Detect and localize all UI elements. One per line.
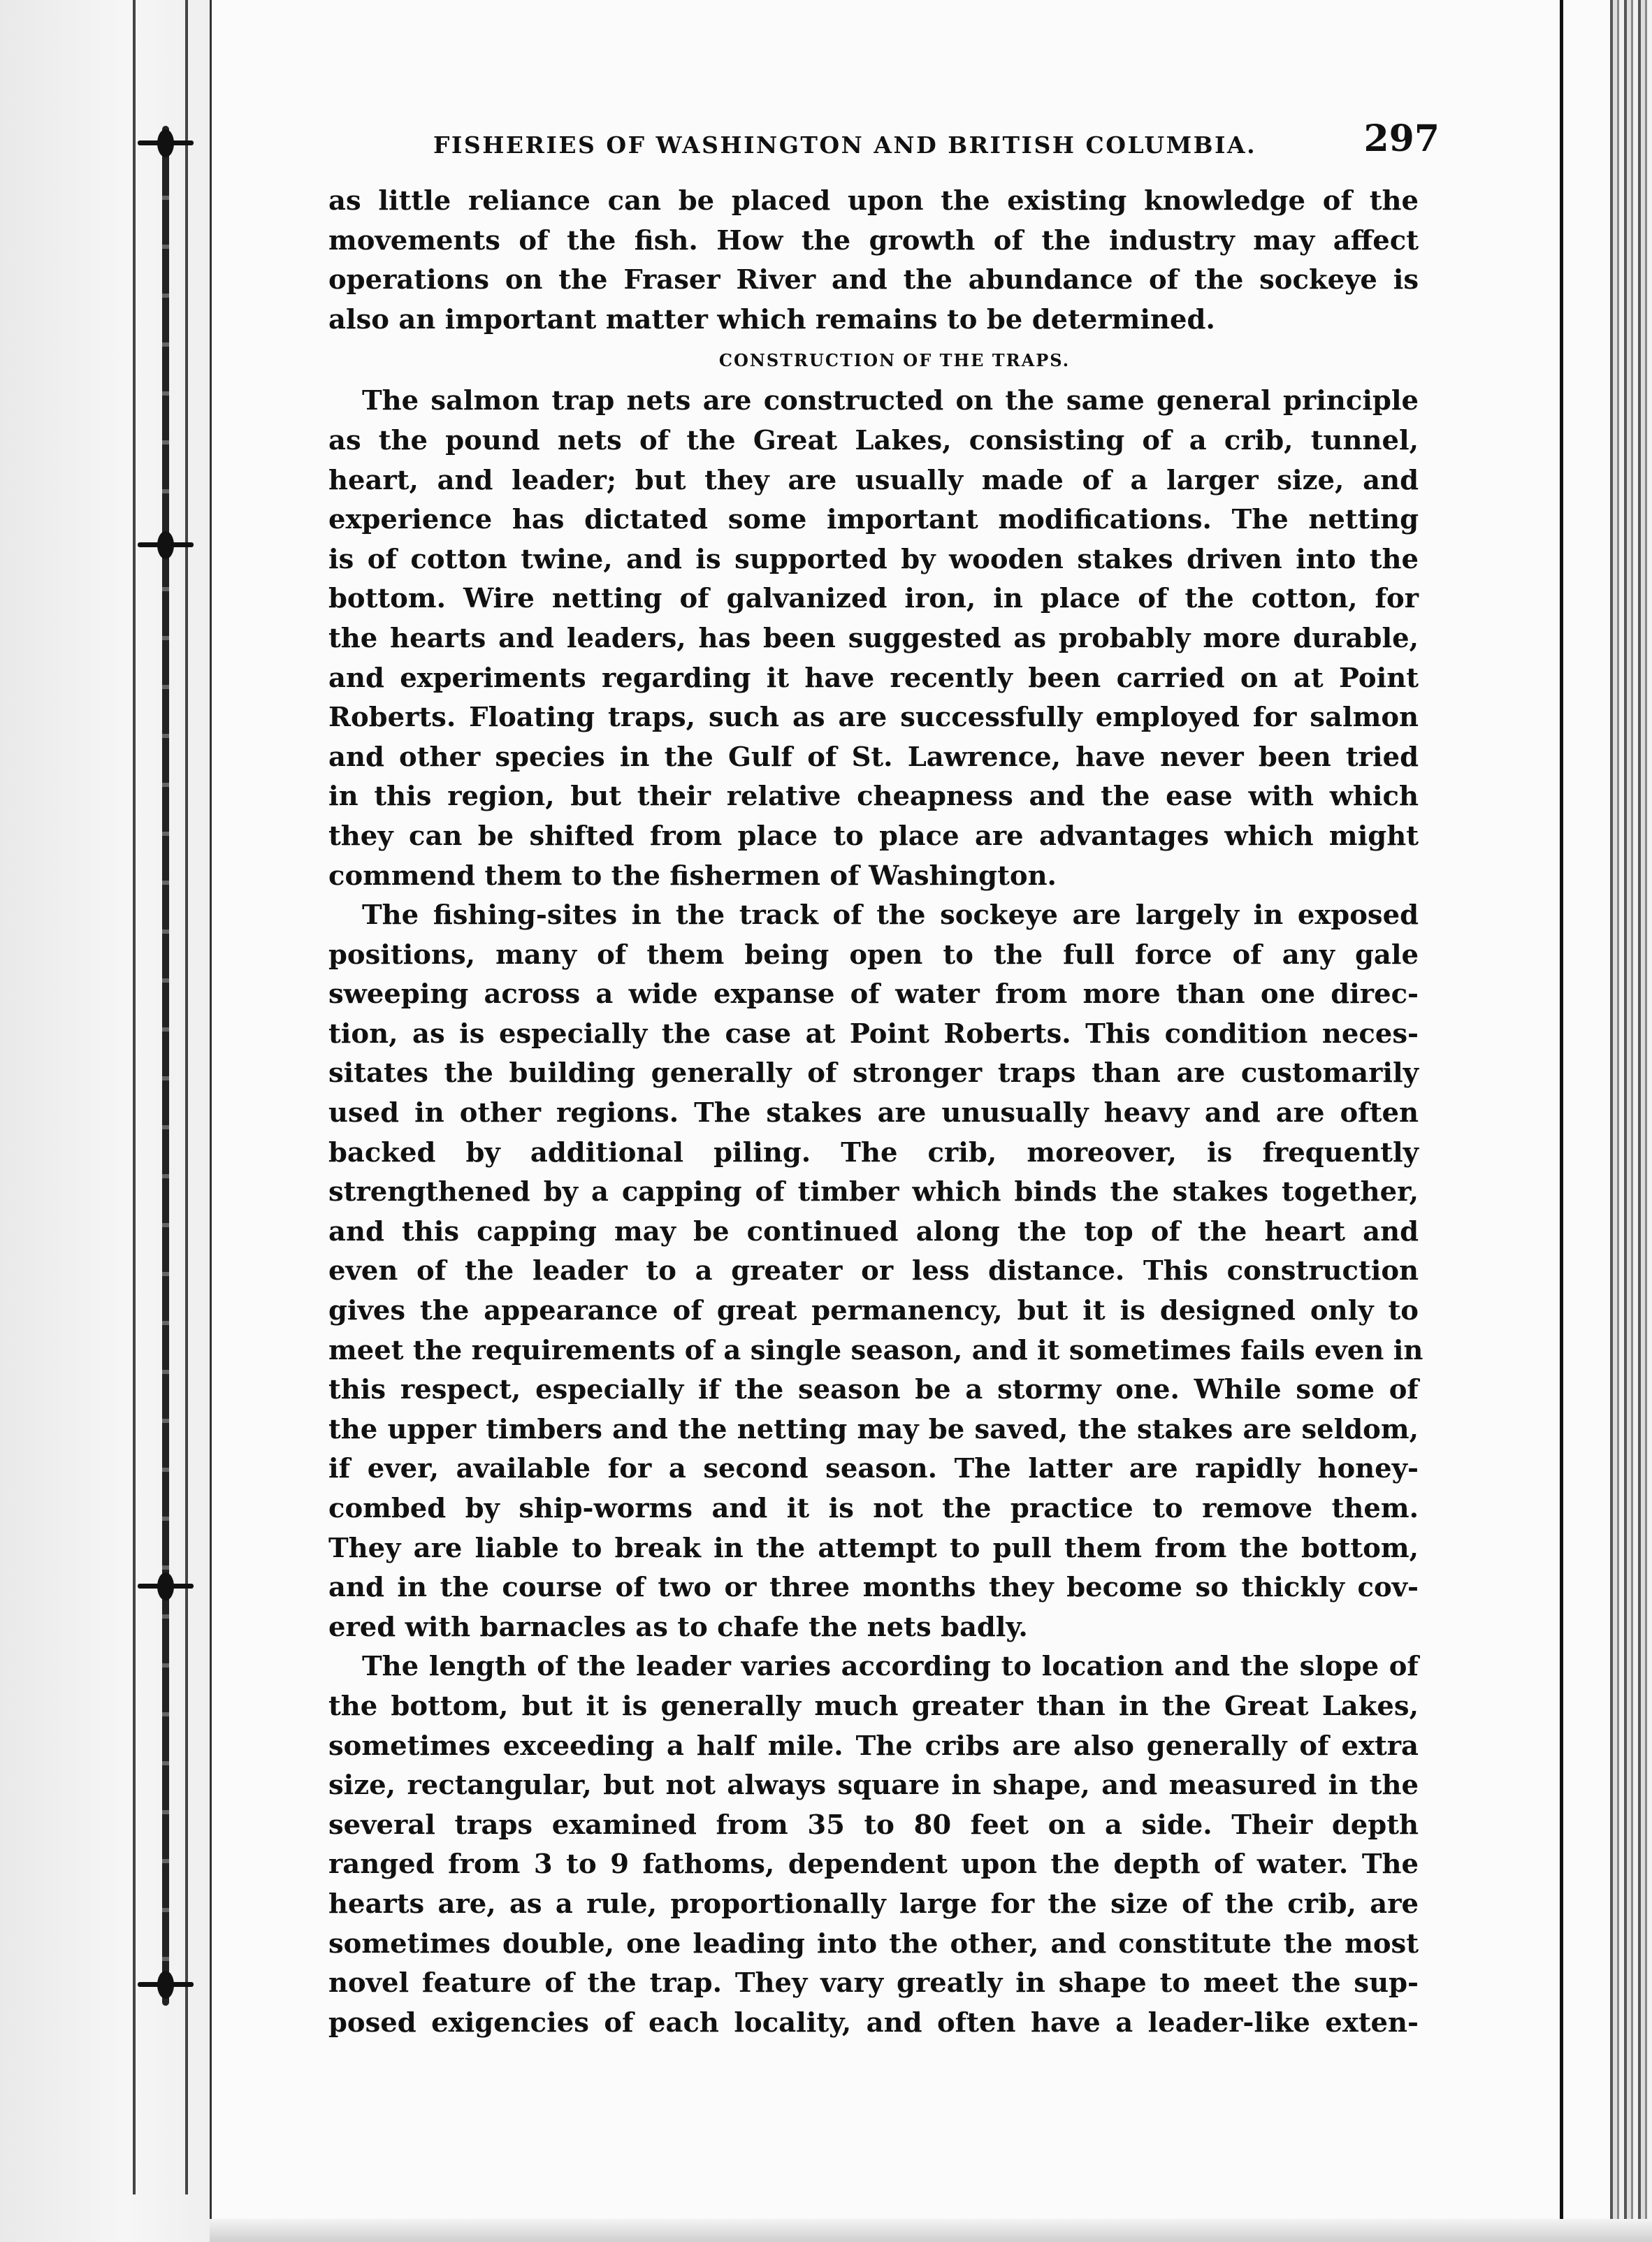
text-line: is of cotton twine, and is supported by wooden stakes driven into the [328,543,1419,575]
text-line: The salmon trap nets are constructed on the same general principle [362,385,1419,417]
text-line: strengthened by a capping of timber which binds the stakes together, [328,1176,1419,1208]
text-line: and in the course of two or three months they become so thickly cov- [328,1572,1419,1604]
text-line: and other species in the Gulf of St. Lawrence, have never been tried [328,741,1419,773]
text-line: hearts are, as a rule, proportionally large for the size of the crib, are [328,1888,1419,1920]
text-line: sometimes exceeding a half mile. The cribs are also generally of extra [328,1730,1419,1762]
text-line: the hearts and leaders, has been suggested as probably more durable, [328,622,1419,654]
binding-line [185,0,188,2194]
binding-stitch-knot [138,1971,194,1999]
binding-stitch-knot [138,1572,194,1600]
text-line: sometimes double, one leading into the other, and constitute the most [328,1928,1419,1960]
text-line: positions, many of them being open to the full force of any gale [328,939,1419,971]
text-line: movements of the fish. How the growth of the industry may affect [328,224,1419,256]
text-line: the bottom, but it is generally much greater than in the Great Lakes, [328,1690,1419,1722]
text-line: several traps examined from 35 to 80 feet on a side. Their depth [328,1809,1419,1841]
page-stack-edge [1610,0,1652,2242]
page-edge [1560,0,1563,2242]
text-line: experience has dictated some important modifications. The netting [328,504,1419,536]
text-line: as the pound nets of the Great Lakes, consisting of a crib, tunnel, [328,424,1419,456]
text-line: ered with barnacles as to chafe the nets badly. [328,1611,1028,1643]
text-line: and experiments regarding it have recently been carried on at Point [328,662,1419,694]
text-line: Roberts. Floating traps, such as are successfully employed for salmon [328,702,1419,734]
text-line: novel feature of the trap. They vary greatly in shape to meet the sup- [328,1967,1419,1999]
text-line: gives the appearance of great permanency, but it is designed only to [328,1295,1419,1327]
paragraph [328,382,1419,896]
text-line: as little reliance can be placed upon the existing knowledge of the [328,185,1419,217]
text-line: commend them to the fishermen of Washington. [328,860,1057,892]
binding-line [133,0,136,2194]
text-line: The length of the leader varies according to location and the slope of [362,1651,1419,1683]
text-line: heart, and leader; but they are usually made of a larger size, and [328,464,1419,496]
text-line: this respect, especially if the season be a stormy one. While some of [328,1374,1419,1406]
text-line: combed by ship-worms and it is not the practice to remove them. [328,1493,1419,1524]
text-line: They are liable to break in the attempt to pull them from the bottom, [328,1532,1419,1564]
text-line: meet the requirements of a single season, and it sometimes fails even in [328,1334,1423,1366]
section-heading: CONSTRUCTION OF THE TRAPS. [718,350,1071,371]
text-line: posed exigencies of each locality, and often have a leader-like exten- [328,2006,1419,2039]
text-line: used in other regions. The stakes are unusually heavy and are often [328,1097,1419,1129]
binding-stitch-knot [138,531,194,559]
text-line: and this capping may be continued along the top of the heart and [328,1215,1419,1247]
text-line: sitates the building generally of stronger traps than are customarily [328,1057,1419,1090]
page-content [328,105,1440,2043]
body-text [328,182,1423,2043]
text-line: bottom. Wire netting of galvanized iron, in place of the cotton, for [328,583,1419,615]
text-line: backed by additional piling. The crib, moreover, is frequently [328,1136,1419,1169]
text-line: sweeping across a wide expanse of water from more than one direc- [328,978,1419,1011]
text-line: if ever, available for a second season. The latter are rapidly honey- [328,1453,1419,1485]
text-line: also an important matter which remains to be determined. [328,303,1215,335]
text-line: the upper timbers and the netting may be saved, the stakes are seldom, [328,1413,1419,1445]
binding-stitch-thread [162,126,169,2006]
text-line: size, rectangular, but not always square in shape, and measured in the [328,1770,1419,1802]
page-bottom-edge [210,2219,1652,2242]
paragraph [328,896,1423,1647]
facing-page-edge [0,0,212,2242]
paragraph [328,1647,1419,2043]
running-head [328,105,1440,182]
page-number: 297 [1363,117,1440,160]
binding-stitch-knot [138,129,194,157]
text-line: operations on the Fraser River and the abundance of the sockeye is [328,264,1419,296]
text-line: The fishing-sites in the track of the sockeye are largely in exposed [362,899,1419,932]
text-line: in this region, but their relative cheapness and the ease with which [328,781,1419,813]
text-line: even of the leader to a greater or less distance. This construction [328,1255,1419,1287]
text-line: tion, as is especially the case at Point Roberts. This condition neces- [328,1018,1419,1050]
intro-paragraph [328,182,1419,340]
running-title: FISHERIES OF WASHINGTON AND BRITISH COLUMBIA. [433,131,1257,159]
text-line: they can be shifted from place to place are advantages which might [328,820,1419,852]
text-line: ranged from 3 to 9 fathoms, dependent upon the depth of water. The [328,1849,1419,1881]
